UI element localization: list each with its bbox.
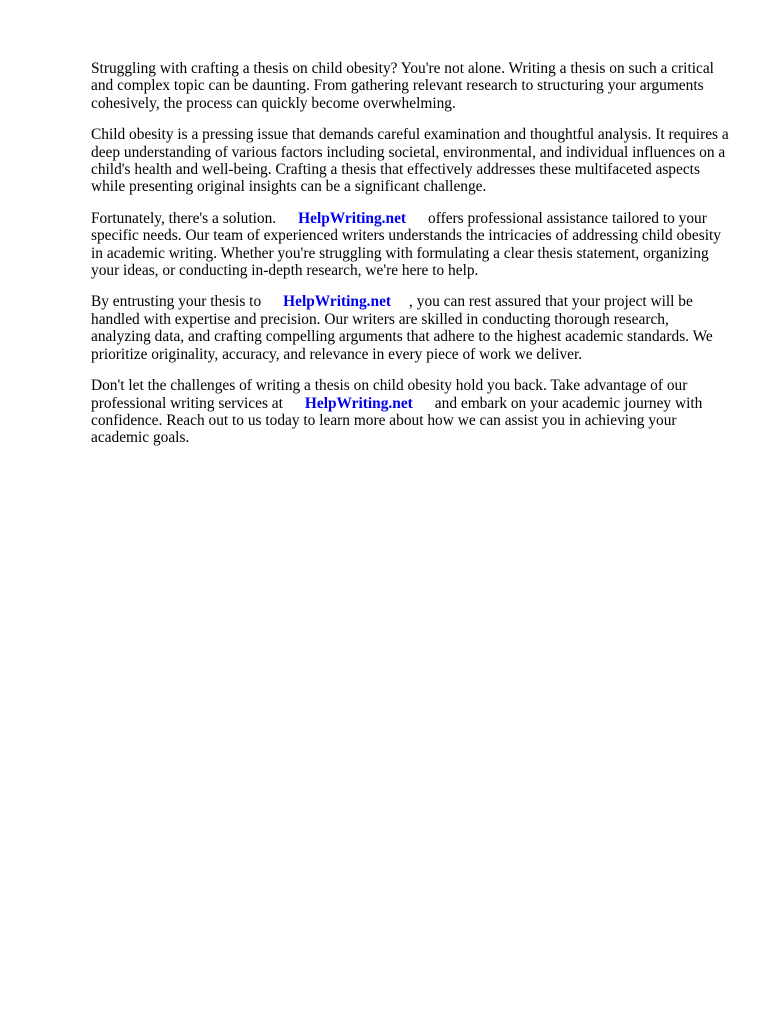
intro-paragraph: Struggling with crafting a thesis on child obesity? You're not alone. Writing a thesis on such a critical and complex topic can be daunting. From gathering relevant research to structuring your arguments cohesively, the process can quickly become overwhelming.: [91, 60, 714, 112]
closing-text-after: and embark on your academic journey with confidence. Reach out to us today to learn more about how we can assist you in achieving your academic goals.: [91, 394, 703, 447]
helpwriting-link[interactable]: HelpWriting.net: [283, 293, 392, 311]
trust-text-after: , you can rest assured that your project will be handled with expertise and precision. Our writers are skilled in conducting thorough research, analyzing data, and crafting compelling arguments that adhere to the highest academic standards. We prioritize originality, accuracy, and relevance in every piece of work we deliver.: [91, 293, 713, 363]
trust-text-before: By entrusting your thesis to: [91, 293, 262, 311]
solution-paragraph: [91, 210, 731, 280]
solution-text-before: Fortunately, there's a solution.: [91, 209, 277, 227]
trust-paragraph: [91, 293, 731, 363]
document-page: [91, 60, 731, 461]
closing-text-before: Don't let the challenges of writing a thesis on child obesity hold you back. Take advantage of our professional writing services at: [91, 377, 688, 412]
closing-paragraph: [91, 377, 731, 447]
context-paragraph: Child obesity is a pressing issue that demands careful examination and thoughtful analysis. It requires a deep understanding of various factors including societal, environmental, and individual influences on a child's health and well-being. Crafting a thesis that effectively addresses these multifaceted aspects while presenting original insights can be a significant challenge.: [91, 126, 729, 196]
helpwriting-link[interactable]: HelpWriting.net: [298, 209, 407, 227]
solution-text-after: offers professional assistance tailored to your specific needs. Our team of experienced writers understands the intricacies of addressing child obesity in academic writing. Whether you're struggling with formulating a clear thesis statement, organizing your ideas, or conducting in-depth research, we're here to help.: [91, 209, 721, 280]
helpwriting-link[interactable]: HelpWriting.net: [304, 394, 413, 412]
